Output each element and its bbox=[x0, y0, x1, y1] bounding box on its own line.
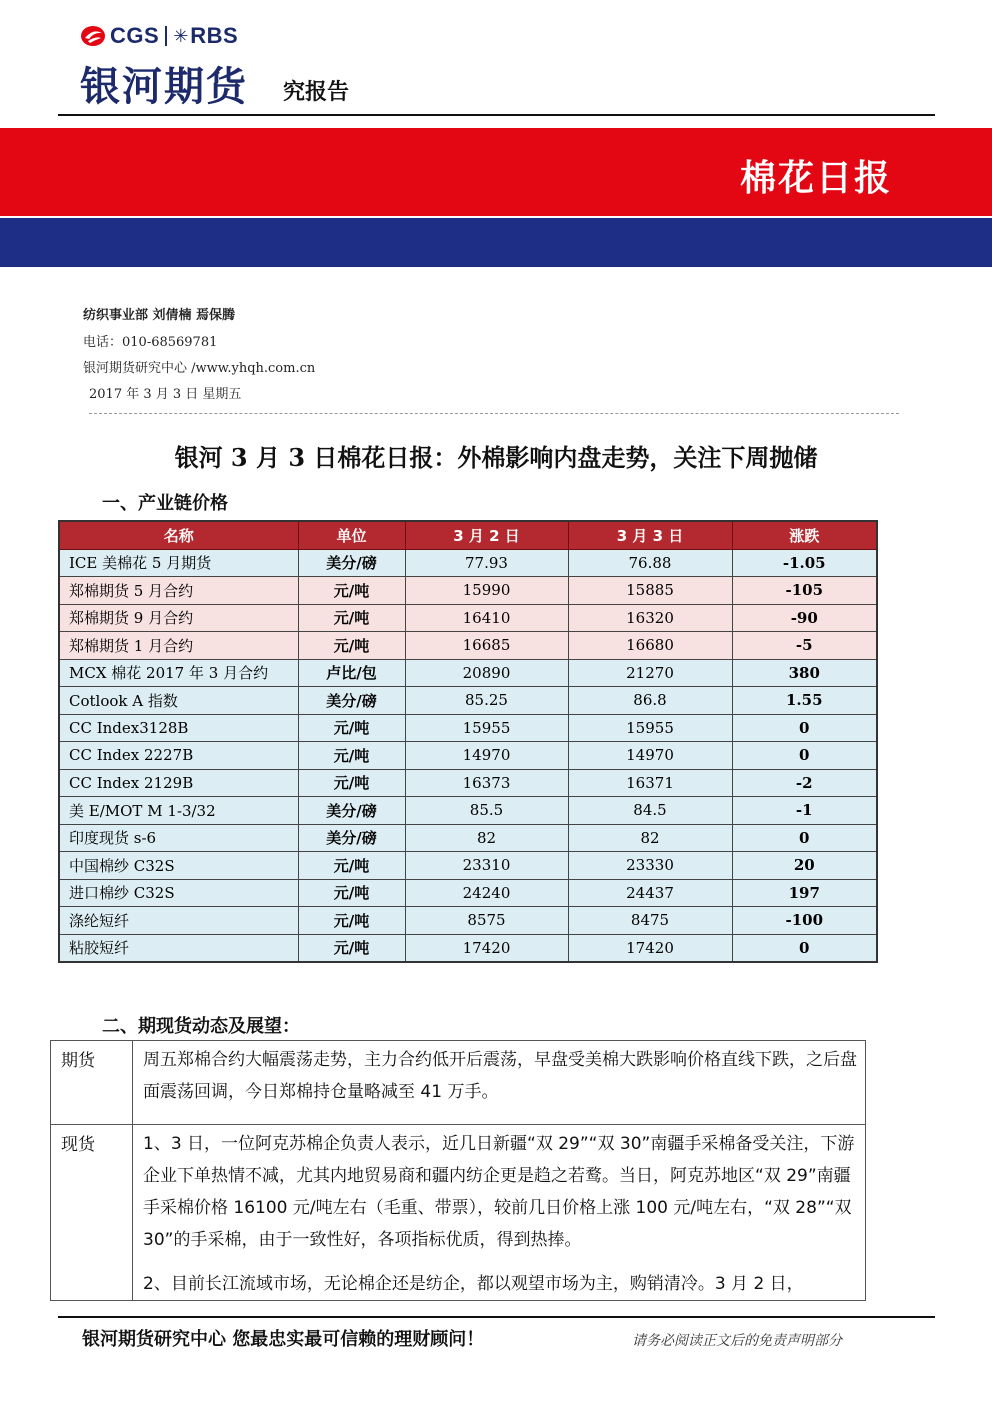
footer-rule bbox=[58, 1316, 935, 1318]
table-row bbox=[59, 907, 877, 935]
table-row bbox=[59, 632, 877, 660]
table-row bbox=[59, 549, 877, 577]
change-cell: 0 bbox=[732, 824, 877, 852]
unit-cell: 元/吨 bbox=[298, 604, 405, 632]
column-header: 涨跌 bbox=[732, 521, 877, 549]
mar3-value-cell: 15885 bbox=[568, 577, 732, 605]
logo-cgs-text: CGS bbox=[110, 23, 160, 48]
unit-cell: 元/吨 bbox=[298, 769, 405, 797]
cgs-swirl-icon bbox=[80, 24, 106, 48]
header-rule bbox=[58, 114, 935, 116]
author-line: 纺织事业部 刘倩楠 焉保腾 bbox=[83, 308, 236, 323]
name-cell: 涤纶短纤 bbox=[59, 907, 298, 935]
name-cell: 印度现货 s-6 bbox=[59, 824, 298, 852]
mar2-value-cell: 16410 bbox=[405, 604, 568, 632]
rbs-mark-icon: ✳ bbox=[173, 25, 189, 47]
name-cell: 中国棉纱 C32S bbox=[59, 852, 298, 880]
change-cell: 380 bbox=[732, 659, 877, 687]
futures-text: 周五郑棉合约大幅震荡走势，主力合约低开后震荡，早盘受美棉大跌影响价格直线下跌，之后盘面震荡回调，今日郑棉持仓量略减至 41 万手。 bbox=[143, 1050, 857, 1102]
name-cell: 粘胶短纤 bbox=[59, 934, 298, 962]
section-heading-prices: 一、产业链价格 bbox=[102, 493, 228, 514]
change-cell: 0 bbox=[732, 714, 877, 742]
spot-paragraph-2: 2、目前长江流域市场，无论棉企还是纺企，都以观望市场为主，购销清冷。3 月 2 日， bbox=[143, 1274, 804, 1294]
table-header-row bbox=[59, 521, 877, 549]
name-cell: MCX 棉花 2017 年 3 月合约 bbox=[59, 659, 298, 687]
change-cell: -1.05 bbox=[732, 549, 877, 577]
mar2-value-cell: 82 bbox=[405, 824, 568, 852]
mar3-value-cell: 82 bbox=[568, 824, 732, 852]
table-row bbox=[59, 852, 877, 880]
change-cell: 20 bbox=[732, 852, 877, 880]
table-row bbox=[59, 604, 877, 632]
logo-divider bbox=[165, 26, 167, 46]
dynamics-table bbox=[50, 1040, 866, 1301]
brand-logo bbox=[80, 22, 238, 50]
unit-cell: 元/吨 bbox=[298, 714, 405, 742]
table-row bbox=[59, 577, 877, 605]
mar2-value-cell: 85.25 bbox=[405, 687, 568, 715]
price-table-body bbox=[59, 549, 877, 962]
mar2-value-cell: 20890 bbox=[405, 659, 568, 687]
change-cell: -105 bbox=[732, 577, 877, 605]
mar2-value-cell: 77.93 bbox=[405, 549, 568, 577]
mar3-value-cell: 84.5 bbox=[568, 797, 732, 825]
footer-disclaimer-note: 请务必阅读正文后的免责声明部分 bbox=[632, 1333, 842, 1349]
mar2-value-cell: 17420 bbox=[405, 934, 568, 962]
mar2-value-cell: 15955 bbox=[405, 714, 568, 742]
footer-slogan: 银河期货研究中心 您最忠实最可信赖的理财顾问！ bbox=[82, 1329, 485, 1350]
mar2-value-cell: 24240 bbox=[405, 879, 568, 907]
mar3-value-cell: 86.8 bbox=[568, 687, 732, 715]
futures-label: 期货 bbox=[51, 1041, 133, 1125]
phone-line: 电话：010-68569781 bbox=[83, 335, 218, 350]
mar3-value-cell: 21270 bbox=[568, 659, 732, 687]
company-name: 银河期货 bbox=[80, 64, 248, 110]
mar2-value-cell: 16373 bbox=[405, 769, 568, 797]
table-row bbox=[59, 687, 877, 715]
name-cell: 郑棉期货 1 月合约 bbox=[59, 632, 298, 660]
name-cell: 美 E/MOT M 1-3/32 bbox=[59, 797, 298, 825]
change-cell: 197 bbox=[732, 879, 877, 907]
mar2-value-cell: 23310 bbox=[405, 852, 568, 880]
mar3-value-cell: 15955 bbox=[568, 714, 732, 742]
report-type: 究报告 bbox=[283, 80, 350, 105]
name-cell: ICE 美棉花 5 月期货 bbox=[59, 549, 298, 577]
name-cell: 郑棉期货 5 月合约 bbox=[59, 577, 298, 605]
change-cell: -90 bbox=[732, 604, 877, 632]
accent-band bbox=[0, 218, 992, 267]
spot-paragraph-1: 1、3 日，一位阿克苏棉企负责人表示，近几日新疆“双 29”“双 30”南疆手采棉备受关注，下游企业下单热情不减，尤其内地贸易商和疆内纺企更是趋之若鹜。当日，阿克苏地区“双 29”南疆手采棉价格 16100 元/吨左右（毛重、带票），较前几日价格上涨 100 元/吨左右，“双 28”“双 30”的手采棉，由于一致性好，各项指标优质，得到热捧。 bbox=[143, 1134, 855, 1250]
unit-cell: 美分/磅 bbox=[298, 797, 405, 825]
name-cell: Cotlook A 指数 bbox=[59, 687, 298, 715]
unit-cell: 卢比/包 bbox=[298, 659, 405, 687]
table-row bbox=[51, 1125, 866, 1301]
unit-cell: 美分/磅 bbox=[298, 549, 405, 577]
spot-label: 现货 bbox=[51, 1125, 133, 1301]
change-cell: -5 bbox=[732, 632, 877, 660]
mar3-value-cell: 8475 bbox=[568, 907, 732, 935]
mar3-value-cell: 24437 bbox=[568, 879, 732, 907]
unit-cell: 元/吨 bbox=[298, 577, 405, 605]
table-row bbox=[51, 1041, 866, 1125]
unit-cell: 元/吨 bbox=[298, 852, 405, 880]
unit-cell: 元/吨 bbox=[298, 934, 405, 962]
change-cell: -1 bbox=[732, 797, 877, 825]
name-cell: CC Index 2227B bbox=[59, 742, 298, 770]
futures-content bbox=[133, 1041, 866, 1125]
name-cell: 进口棉纱 C32S bbox=[59, 879, 298, 907]
unit-cell: 元/吨 bbox=[298, 879, 405, 907]
table-row bbox=[59, 824, 877, 852]
table-row bbox=[59, 742, 877, 770]
mar3-value-cell: 16371 bbox=[568, 769, 732, 797]
spot-content bbox=[133, 1125, 866, 1301]
column-header: 3 月 3 日 bbox=[568, 521, 732, 549]
document-title: 银河 3 月 3 日棉花日报：外棉影响内盘走势，关注下周抛储 bbox=[174, 443, 818, 472]
mar3-value-cell: 16680 bbox=[568, 632, 732, 660]
table-row bbox=[59, 714, 877, 742]
table-row bbox=[59, 769, 877, 797]
section-heading-dynamics: 二、期现货动态及展望： bbox=[102, 1016, 300, 1037]
website-line: 银河期货研究中心 /www.yhqh.com.cn bbox=[83, 361, 316, 376]
band-title: 棉花日报 bbox=[739, 158, 892, 199]
unit-cell: 元/吨 bbox=[298, 907, 405, 935]
table-row bbox=[59, 659, 877, 687]
table-row bbox=[59, 934, 877, 962]
unit-cell: 美分/磅 bbox=[298, 824, 405, 852]
unit-cell: 元/吨 bbox=[298, 632, 405, 660]
mar2-value-cell: 16685 bbox=[405, 632, 568, 660]
name-cell: CC Index3128B bbox=[59, 714, 298, 742]
mar3-value-cell: 17420 bbox=[568, 934, 732, 962]
mar3-value-cell: 14970 bbox=[568, 742, 732, 770]
change-cell: 1.55 bbox=[732, 687, 877, 715]
column-header: 3 月 2 日 bbox=[405, 521, 568, 549]
mar3-value-cell: 16320 bbox=[568, 604, 732, 632]
table-row bbox=[59, 797, 877, 825]
mar3-value-cell: 23330 bbox=[568, 852, 732, 880]
name-cell: 郑棉期货 9 月合约 bbox=[59, 604, 298, 632]
unit-cell: 美分/磅 bbox=[298, 687, 405, 715]
name-cell: CC Index 2129B bbox=[59, 769, 298, 797]
price-table bbox=[58, 520, 878, 963]
mar2-value-cell: 85.5 bbox=[405, 797, 568, 825]
unit-cell: 元/吨 bbox=[298, 742, 405, 770]
change-cell: 0 bbox=[732, 742, 877, 770]
table-row bbox=[59, 879, 877, 907]
mar2-value-cell: 14970 bbox=[405, 742, 568, 770]
mar3-value-cell: 76.88 bbox=[568, 549, 732, 577]
dashed-divider bbox=[89, 413, 899, 414]
date-line: 2017 年 3 月 3 日 星期五 bbox=[89, 387, 242, 402]
change-cell: -2 bbox=[732, 769, 877, 797]
change-cell: 0 bbox=[732, 934, 877, 962]
column-header: 单位 bbox=[298, 521, 405, 549]
logo-rbs-text: RBS bbox=[190, 23, 239, 48]
change-cell: -100 bbox=[732, 907, 877, 935]
mar2-value-cell: 8575 bbox=[405, 907, 568, 935]
column-header: 名称 bbox=[59, 521, 298, 549]
mar2-value-cell: 15990 bbox=[405, 577, 568, 605]
